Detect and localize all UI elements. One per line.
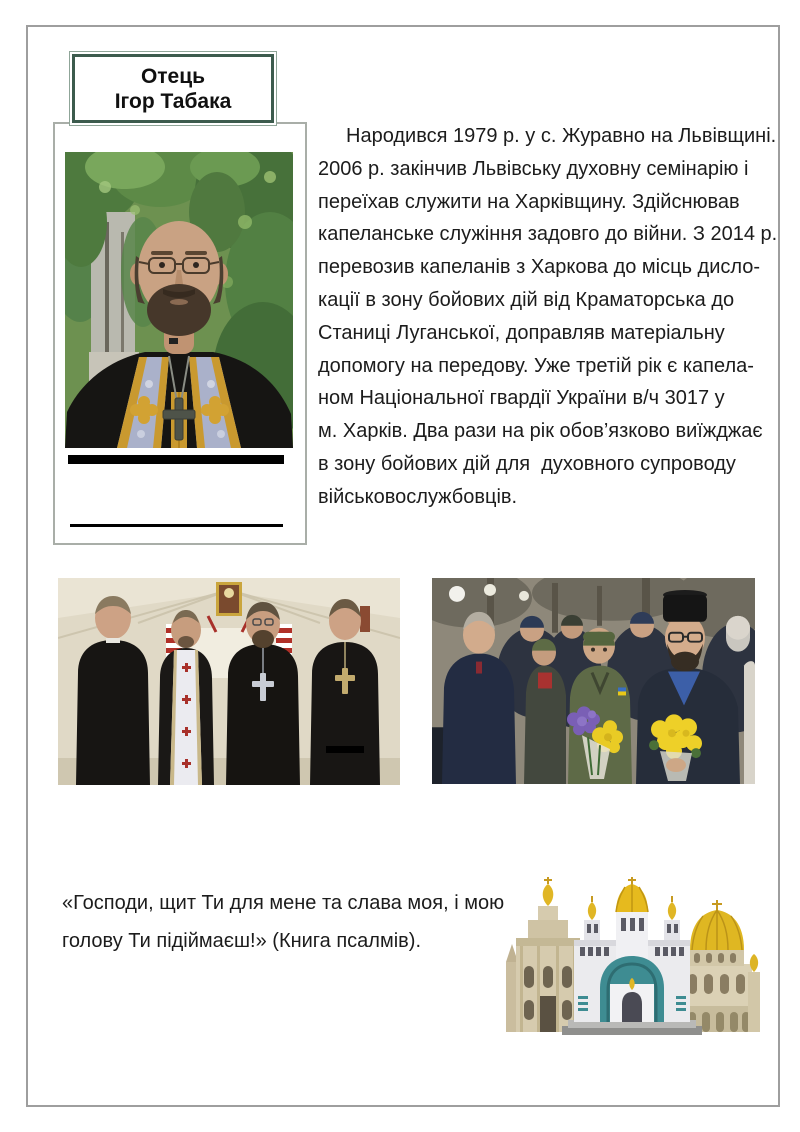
center-patriarchal-cathedral (562, 877, 702, 1035)
psalm-quote-line: голову Ти підіймаєш!» (Книга псалмів). (62, 930, 422, 952)
priest-portrait-photo (65, 152, 293, 448)
bio-line: допомогу на передову. Уже третій рік є капела- (318, 354, 754, 377)
memorial-ceremony-photo (432, 578, 755, 784)
bio-line: капеланське служіння задовго до війни. З 2014 р. (318, 223, 778, 246)
cathedrals-illustration (504, 876, 760, 1042)
profile-title: Отець (140, 64, 206, 88)
bio-line: перевозив капеланів з Харкова до місць дисло- (318, 256, 761, 279)
psalm-quote (62, 884, 504, 960)
bio-line: м. Харків. Два рази на рік обов’язково виїжджає (318, 420, 763, 443)
bio-line: 2006 р. закінчив Львівську духовну семінарію і (318, 157, 749, 180)
portrait-frame (53, 122, 307, 545)
psalm-quote-line: «Господи, щит Ти для мене та слава моя, і мою (62, 892, 505, 914)
bio-line: ном Національної гвардії України в/ч 3017 у (318, 387, 725, 410)
bio-line: військовослужбовців. (318, 485, 518, 508)
chaplains-group-photo (58, 578, 400, 785)
bio-line: кації в зону бойових дій від Краматорська до (318, 288, 735, 311)
bio-paragraph (318, 120, 780, 514)
bio-line: Станиці Луганської, доправляв матеріальну (318, 321, 725, 344)
profile-name-card-inner (72, 54, 274, 123)
bio-line: в зону бойових дій для духовного супроводу (318, 452, 736, 475)
bio-line: переїхав служити на Харківщину. Здійснював (318, 190, 740, 213)
caption-bar-thick (68, 455, 284, 464)
left-baroque-cathedral (506, 877, 580, 1032)
bio-line: Народився 1979 р. у с. Журавно на Львівщині. (346, 125, 777, 147)
right-domed-cathedral (682, 900, 760, 1032)
caption-line-thin (70, 524, 283, 527)
profile-name-card (69, 51, 277, 126)
profile-name: Ігор Табака (114, 89, 232, 113)
